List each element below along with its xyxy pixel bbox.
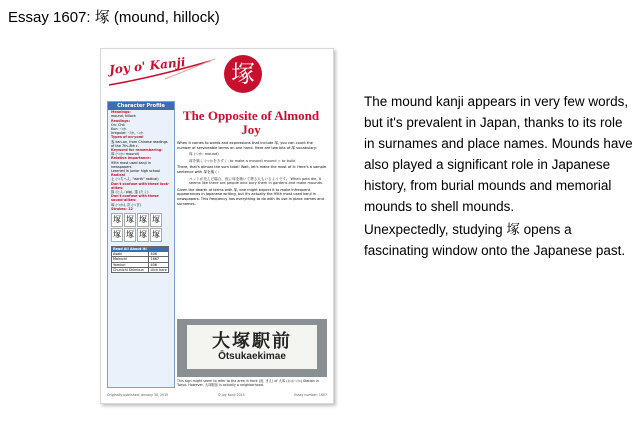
profile-line: Learned in junior high school	[111, 169, 161, 174]
table-cell: Yomiuri	[112, 262, 149, 267]
profile-line: 豚 (とん: pig), 逺 (たく)	[111, 190, 149, 195]
profile-line: Radical	[111, 173, 125, 178]
table-cell: Mainichi	[112, 257, 149, 262]
station-sign	[187, 325, 317, 369]
article-body	[177, 141, 327, 208]
profile-line: Types of on-yomi	[111, 135, 144, 140]
profile-line: mound, hillock	[111, 114, 136, 119]
profile-line: 塚 (つか), 次 (つぎ)	[111, 202, 141, 207]
profile-line: 土 (つちへん, "earth" radical)	[111, 177, 159, 182]
read-all-about-it-table	[111, 246, 169, 273]
sign-kanji: 大塚駅前	[212, 331, 292, 352]
kanji-badge: 塚	[224, 55, 262, 93]
profile-line: Kun: つか	[111, 127, 127, 132]
profile-line: Readings:	[111, 118, 131, 123]
station-sign-photo	[177, 319, 327, 377]
profile-line: 客 kan-on, from Chinese readings	[111, 139, 168, 144]
table-cell: 406	[149, 262, 169, 267]
character-profile	[107, 101, 175, 388]
table-cell: Chunichi Shimbun	[112, 267, 149, 272]
essay-thumbnail[interactable]	[100, 48, 334, 404]
profile-line: of the 7th–8th c.	[111, 143, 139, 148]
profile-line: Relative importance:	[111, 156, 151, 161]
stroke-order-grid	[108, 211, 174, 244]
article-paragraph: When it comes to words and expressions that include 塚, you can count the number of serviceable terms on one hand. Here are two bits of 塚 vocabulary:	[177, 141, 317, 150]
article-paragraph: ペットが死んだ場合、庭に塚を築いて葬る人もいるようです。 When pets die, it seems like there are people who bury them in gardens and make mounds.	[189, 176, 324, 186]
profile-line: 塚 (つか: mound)	[111, 152, 139, 157]
sign-romaji: Ōtsukaekimae	[218, 351, 286, 362]
profile-line: Keyword for remembering:	[111, 148, 163, 153]
article-title: The Opposite of Almond Joy	[182, 108, 320, 137]
table-cell: Read All About It!	[113, 247, 147, 252]
photo-caption: This sign might seem to refer to the area in front (前, まえ) of 大塚 (おおつか) Station in Tokyo. However, 大塚駅前 is actually a neighborhood.	[177, 379, 319, 387]
stroke-order-cell: 塚	[137, 213, 149, 227]
body-paragraph-1: The mound kanji appears in very few words, but it's prevalent in Japan, thanks to its role in surnames and place names. Mounds have also played a significant role in Japanese history, from burial mounds and memorial mounds to shell mounds.	[364, 94, 633, 214]
footer-published: Originally published: January 30, 2015	[107, 393, 169, 397]
stroke-order-cell: 塚	[124, 213, 136, 227]
footer-essay-number: Essay number: 1607	[294, 393, 327, 397]
stroke-order-cell: 塚	[111, 213, 123, 227]
footer-copyright: © Joy Kanji 2015	[217, 393, 245, 397]
profile-line: Don't confuse with these sound-alikes:	[111, 194, 159, 203]
table-cell: 406	[149, 252, 169, 257]
table-cell: 1667	[149, 257, 169, 262]
profile-lines	[108, 110, 174, 211]
profile-line: Strokes: 12	[111, 206, 133, 211]
slide-body-text	[364, 91, 634, 263]
stroke-order-cell: 塚	[150, 213, 162, 227]
stroke-order-cell: 塚	[124, 228, 136, 242]
profile-line: Meanings:	[111, 110, 131, 115]
profile-line: Don't confuse with these look-alikes:	[111, 181, 170, 190]
slide-title: Essay 1607: 塚 (mound, hillock)	[8, 9, 220, 26]
page-footer	[107, 393, 327, 397]
stroke-order-cell: 塚	[150, 228, 162, 242]
profile-line: On: Chō	[111, 122, 125, 127]
joy-o-kanji-logo: Joy o' Kanji	[108, 55, 187, 77]
article-paragraph: Given the dearth of terms with 塚, one might expect it to make infrequent appearances in Japanese writing, but it's actually the 95th most used kanji in newspapers. This frequency has everything to do with its use in place names and surnames.	[177, 187, 324, 206]
profile-line: 95th most used kanji in newspapers	[111, 160, 151, 169]
stroke-order-cell: 塚	[137, 228, 149, 242]
stroke-order-cell: 塚	[111, 228, 123, 242]
table-row	[112, 267, 169, 272]
body-paragraph-2: Unexpectedly, studying 塚 opens a fascinating window onto the Japanese past.	[364, 222, 626, 258]
table-cell: click here	[150, 267, 167, 272]
profile-heading: Character Profile	[108, 102, 174, 110]
article-paragraph: 塚を築く (つかをきずく: to make a mound) mound = to build	[189, 158, 296, 163]
article-paragraph: There, that's almost the sum total! Wait, let's make the most of it: Here's a sample sentence with 塚を築く:	[177, 165, 327, 174]
table-cell: Asahi	[112, 252, 149, 257]
profile-line: Irregular: づか, つか	[111, 131, 144, 136]
article-paragraph: 塚 (つか: mound)	[189, 152, 219, 157]
